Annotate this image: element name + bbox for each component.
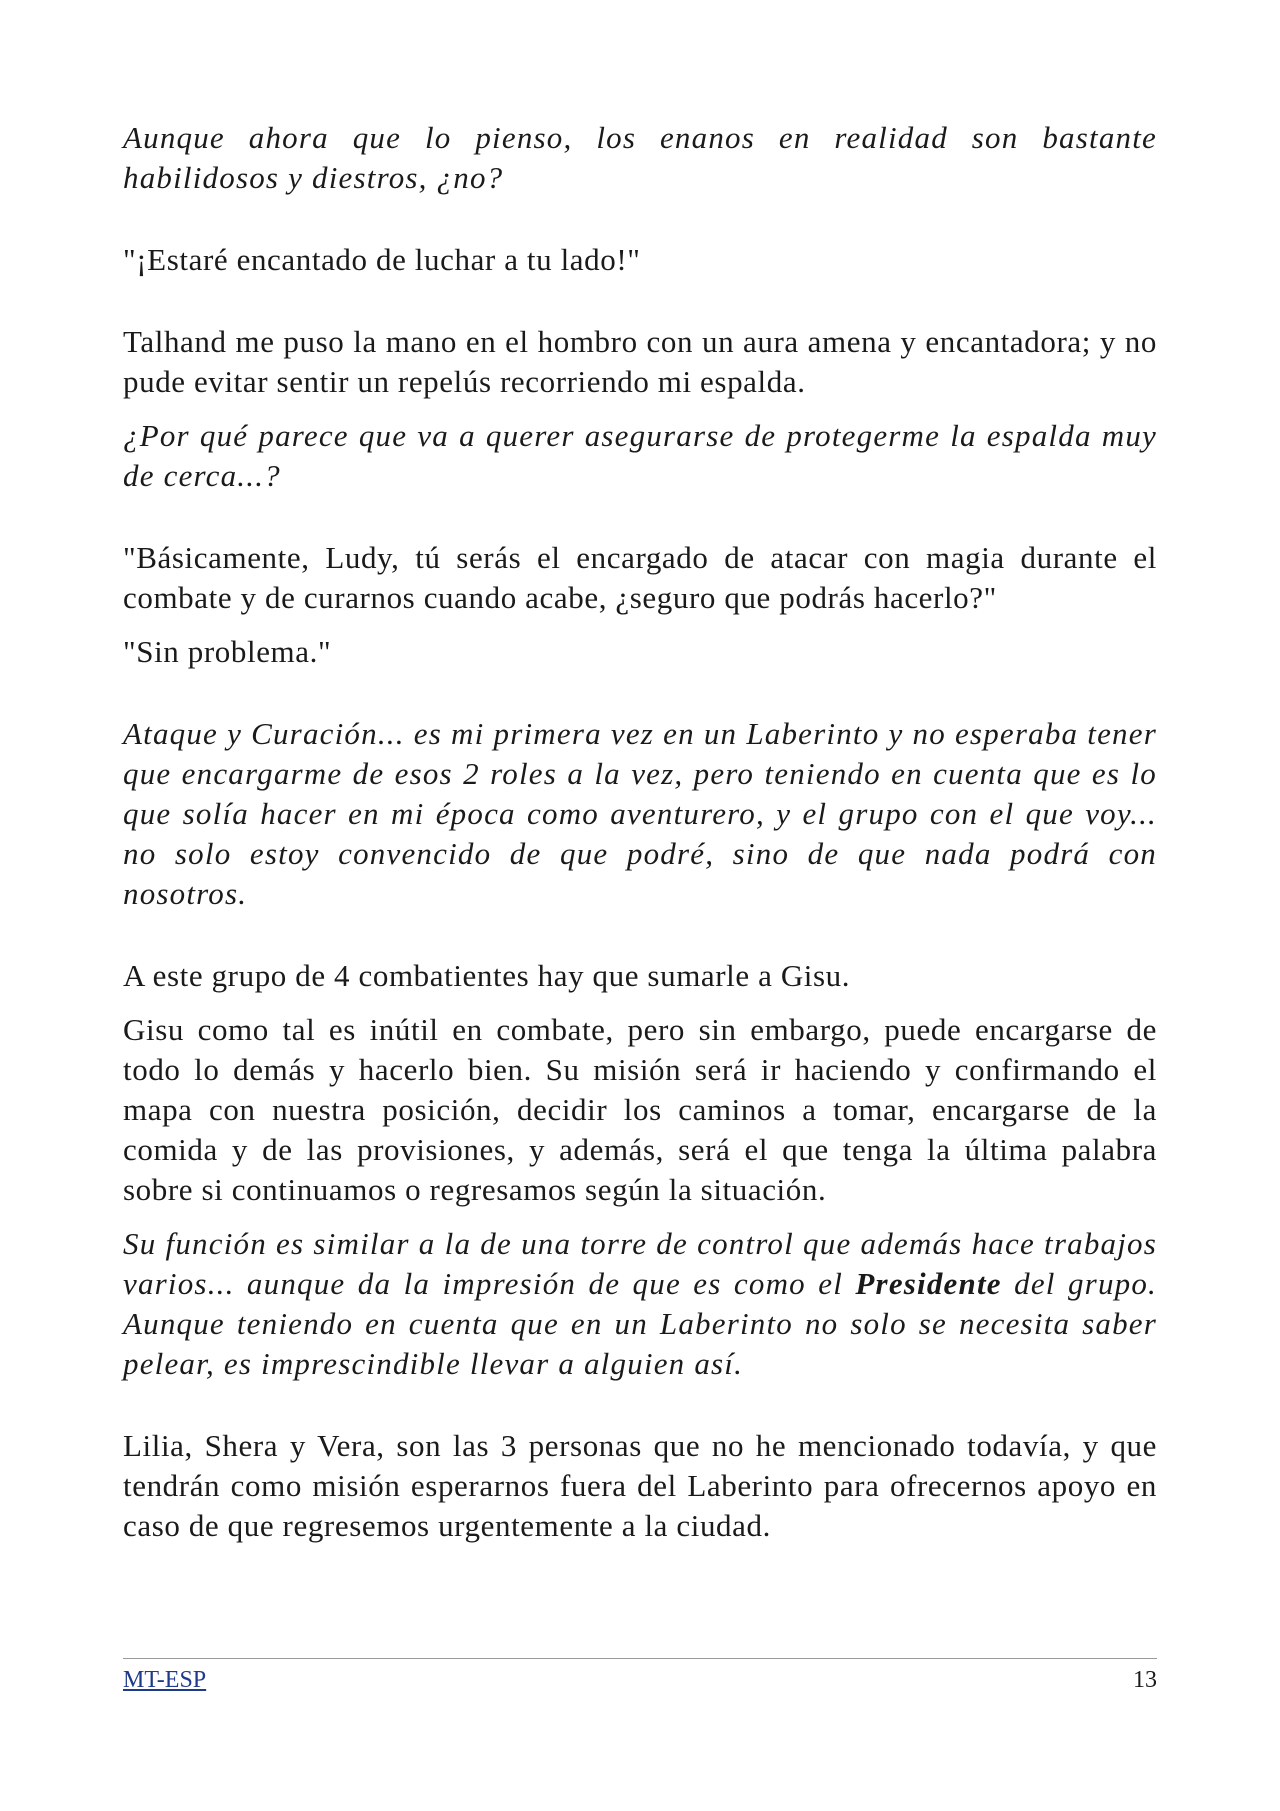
paragraph-5: "Básicamente, Ludy, tú serás el encargado de atacar con magia durante el combate y de curarnos cuando acabe, ¿seguro que podrás hacerlo?"	[123, 540, 1157, 615]
page-body	[123, 118, 1157, 1546]
footer-link[interactable]: MT-ESP	[123, 1667, 207, 1693]
page-number: 13	[1133, 1667, 1157, 1693]
paragraph-10-before: Su función es similar a la de una torre de control que además hace trabajos varios... aunque da la impresión de que es como el	[123, 1226, 1157, 1301]
paragraph-10	[123, 1224, 1157, 1384]
emphasis-presidente: Presidente	[855, 1266, 1002, 1301]
paragraph-4: ¿Por qué parece que va a querer asegurarse de protegerme la espalda muy de cerca...?	[123, 418, 1157, 493]
paragraph-1: Aunque ahora que lo pienso, los enanos en realidad son bastante habilidosos y diestros, ¿no?	[123, 120, 1157, 195]
page-footer	[123, 1658, 1157, 1695]
paragraph-11: Lilia, Shera y Vera, son las 3 personas que no he mencionado todavía, y que tendrán como misión esperarnos fuera del Laberinto para ofrecernos apoyo en caso de que regresemos urgentemente a la ciudad.	[123, 1428, 1157, 1543]
paragraph-7: Ataque y Curación... es mi primera vez en un Laberinto y no esperaba tener que encargarme de esos 2 roles a la vez, pero teniendo en cuenta que es lo que solía hacer en mi época como aventurero, y el grupo con el que voy... no solo estoy convencido de que podré, sino de que nada podrá con nosotros.	[123, 716, 1157, 911]
paragraph-3: Talhand me puso la mano en el hombro con un aura amena y encantadora; y no pude evitar sentir un repelús recorriendo mi espalda.	[123, 324, 1157, 399]
paragraph-9: Gisu como tal es inútil en combate, pero sin embargo, puede encargarse de todo lo demás y hacerlo bien. Su misión será ir haciendo y confirmando el mapa con nuestra posición, decidir los caminos a tomar, encargarse de la comida y de las provisiones, y además, será el que tenga la última palabra sobre si continuamos o regresamos según la situación.	[123, 1012, 1157, 1207]
paragraph-10-after: del grupo. Aunque teniendo en cuenta que en un Laberinto no solo se necesita saber pelear, es imprescindible llevar a alguien así.	[123, 1266, 1157, 1381]
paragraph-6: "Sin problema."	[123, 634, 332, 669]
paragraph-2: "¡Estaré encantado de luchar a tu lado!"	[123, 242, 641, 277]
paragraph-8: A este grupo de 4 combatientes hay que sumarle a Gisu.	[123, 958, 851, 993]
